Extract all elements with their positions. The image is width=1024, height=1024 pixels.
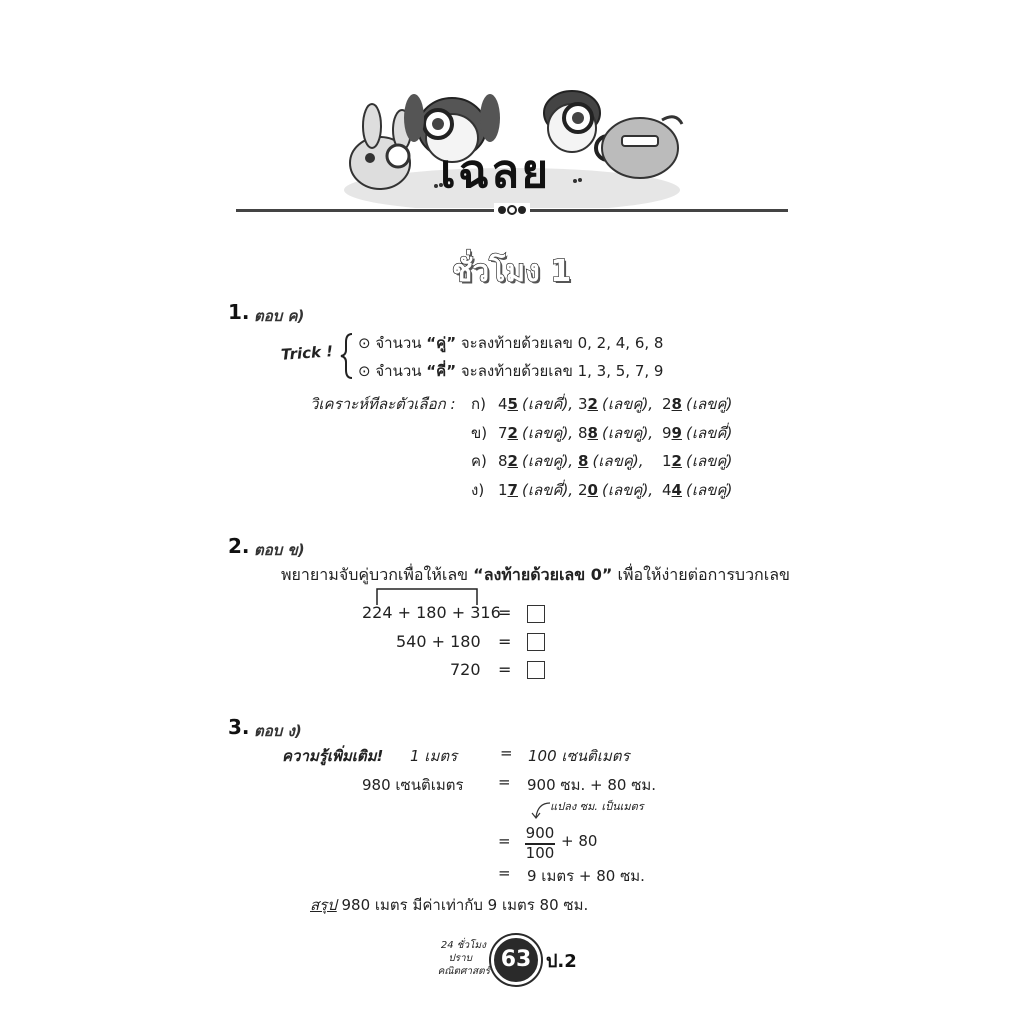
option-number <box>578 392 653 416</box>
fraction-numerator: 900 <box>525 824 555 842</box>
parity-tag: (เลขคู่) <box>685 452 733 470</box>
number-last-digit: 4 <box>671 481 682 499</box>
trick-suffix: จะลงท้ายด้วยเลข 0, 2, 4, 6, 8 <box>460 334 664 352</box>
trick-word: “คี่” <box>426 362 457 380</box>
equals-sign: = <box>498 603 512 622</box>
equals-sign: = <box>498 632 512 651</box>
trick-line-even <box>358 331 663 355</box>
parity-tag: (เลขคู่), <box>521 424 574 442</box>
trick-line-odd <box>358 359 663 383</box>
hint-text: พยายามจับคู่บวกเพื่อให้เลข <box>281 565 469 584</box>
number-last-digit: 8 <box>587 424 598 442</box>
parity-tag: (เลขคู่), <box>601 395 654 413</box>
cow-character-icon <box>602 117 682 178</box>
number-lead: 3 <box>578 395 588 413</box>
option-label: ค) <box>471 452 487 470</box>
extra-left: 1 เมตร <box>410 747 458 765</box>
bullet-icon: ⊙ <box>358 362 371 380</box>
option-number <box>498 392 573 416</box>
option-number <box>578 421 653 445</box>
option-number <box>662 478 732 502</box>
conversion-line-3: 9 เมตร + 80 ซม. <box>527 867 645 885</box>
conversion-note: แปลง ซม. เป็นเมตร <box>550 800 644 813</box>
parity-tag: (เลขคู่), <box>592 452 644 470</box>
conversion-lhs: 980 เซนติเมตร <box>362 776 464 794</box>
book-title-line-3: คณิตศาสตร์ <box>437 966 490 977</box>
number-lead: 7 <box>498 424 508 442</box>
divider-dots-icon <box>494 203 530 217</box>
bullet-icon: ⊙ <box>358 334 371 352</box>
fraction-denominator: 100 <box>525 844 555 862</box>
analysis-label: วิเคราะห์ทีละตัวเลือก : <box>310 395 456 413</box>
summary <box>310 893 588 917</box>
number-last-digit: 7 <box>507 481 518 499</box>
number-lead: 4 <box>662 481 672 499</box>
parity-tag: (เลขคี่) <box>685 424 733 442</box>
equals-sign: = <box>498 773 511 791</box>
equals-sign: = <box>500 744 513 762</box>
trick-brace-icon <box>340 332 354 380</box>
option-number <box>662 421 732 445</box>
parity-tag: (เลขคู่), <box>521 452 574 470</box>
summary-text: 980 เมตร มีค่าเท่ากับ 9 เมตร 80 ซม. <box>341 896 589 914</box>
option-number <box>578 478 653 502</box>
option-label: ก) <box>471 395 486 413</box>
grade-label: ป.2 <box>546 951 577 972</box>
trick-prefix: จำนวน <box>375 362 422 380</box>
option-number <box>498 478 573 502</box>
book-title-line-1: 24 ชั่วโมง <box>440 940 486 951</box>
answer-box <box>527 605 545 623</box>
page-title: เฉลย <box>440 144 551 198</box>
extra-knowledge-label: ความรู้เพิ่มเติม! <box>282 747 384 765</box>
option-number <box>498 421 573 445</box>
parity-tag: (เลขคู่), <box>601 424 654 442</box>
step-2-expression: 540 + 180 <box>396 632 481 651</box>
number-last-digit: 2 <box>507 424 518 442</box>
trick-suffix: จะลงท้ายด้วยเลข 1, 3, 5, 7, 9 <box>460 362 664 380</box>
book-title-line-2: ปราบ <box>448 953 472 964</box>
option-number <box>578 449 644 473</box>
number-lead: 8 <box>578 424 588 442</box>
extra-right: 100 เซนติเมตร <box>528 747 630 765</box>
question-2-answer: ตอบ ข) <box>254 541 305 559</box>
hint-emphasis: “ลงท้ายด้วยเลข 0” <box>473 565 613 584</box>
summary-label: สรุป <box>310 896 337 914</box>
number-lead: 1 <box>662 452 672 470</box>
number-last-digit: 2 <box>507 452 518 470</box>
number-last-digit: 9 <box>671 424 682 442</box>
number-lead: 2 <box>662 395 672 413</box>
step-3-expression: 720 <box>450 660 481 679</box>
number-last-digit: 2 <box>587 395 598 413</box>
answer-box <box>527 633 545 651</box>
number-lead: 8 <box>498 452 508 470</box>
question-2-number: 2. <box>228 534 250 558</box>
option-number <box>498 449 573 473</box>
question-3-number: 3. <box>228 715 250 739</box>
conversion-line-1: 900 ซม. + 80 ซม. <box>527 776 657 794</box>
question-3-answer: ตอบ ง) <box>254 722 302 740</box>
parity-tag: (เลขคู่) <box>685 395 733 413</box>
number-lead: 4 <box>498 395 508 413</box>
equals-sign: = <box>498 832 511 850</box>
number-lead: 1 <box>498 481 508 499</box>
step-1-expression: 224 + 180 + 316 <box>362 603 501 622</box>
option-label: ง) <box>471 481 485 499</box>
chapter-heading: ชั่วโมง 1 <box>452 254 572 289</box>
number-last-digit: 2 <box>671 452 682 470</box>
question-1-answer: ตอบ ค) <box>254 307 305 325</box>
question-2-hint <box>281 563 790 588</box>
rabbit-character-icon <box>350 104 411 189</box>
note-arrow-icon <box>530 799 552 821</box>
answer-box <box>527 661 545 679</box>
number-last-digit: 0 <box>587 481 598 499</box>
option-number <box>662 392 732 416</box>
fraction-tail: + 80 <box>561 832 598 850</box>
parity-tag: (เลขคี่), <box>521 395 574 413</box>
trick-label: Trick ! <box>280 342 334 364</box>
equals-sign: = <box>498 660 512 679</box>
hint-text: เพื่อให้ง่ายต่อการบวกเลข <box>617 565 790 584</box>
number-last-digit: 8 <box>578 452 589 470</box>
number-last-digit: 5 <box>507 395 518 413</box>
option-label: ข) <box>471 424 488 442</box>
number-last-digit: 8 <box>671 395 682 413</box>
page-number-badge: 63 <box>491 935 541 985</box>
parity-tag: (เลขคี่), <box>521 481 574 499</box>
option-number <box>662 449 732 473</box>
number-lead: 9 <box>662 424 672 442</box>
trick-word: “คู่” <box>426 334 457 352</box>
number-lead: 2 <box>578 481 588 499</box>
parity-tag: (เลขคู่), <box>601 481 654 499</box>
question-1-number: 1. <box>228 300 250 324</box>
parity-tag: (เลขคู่) <box>685 481 733 499</box>
trick-prefix: จำนวน <box>375 334 422 352</box>
equals-sign: = <box>498 864 511 882</box>
